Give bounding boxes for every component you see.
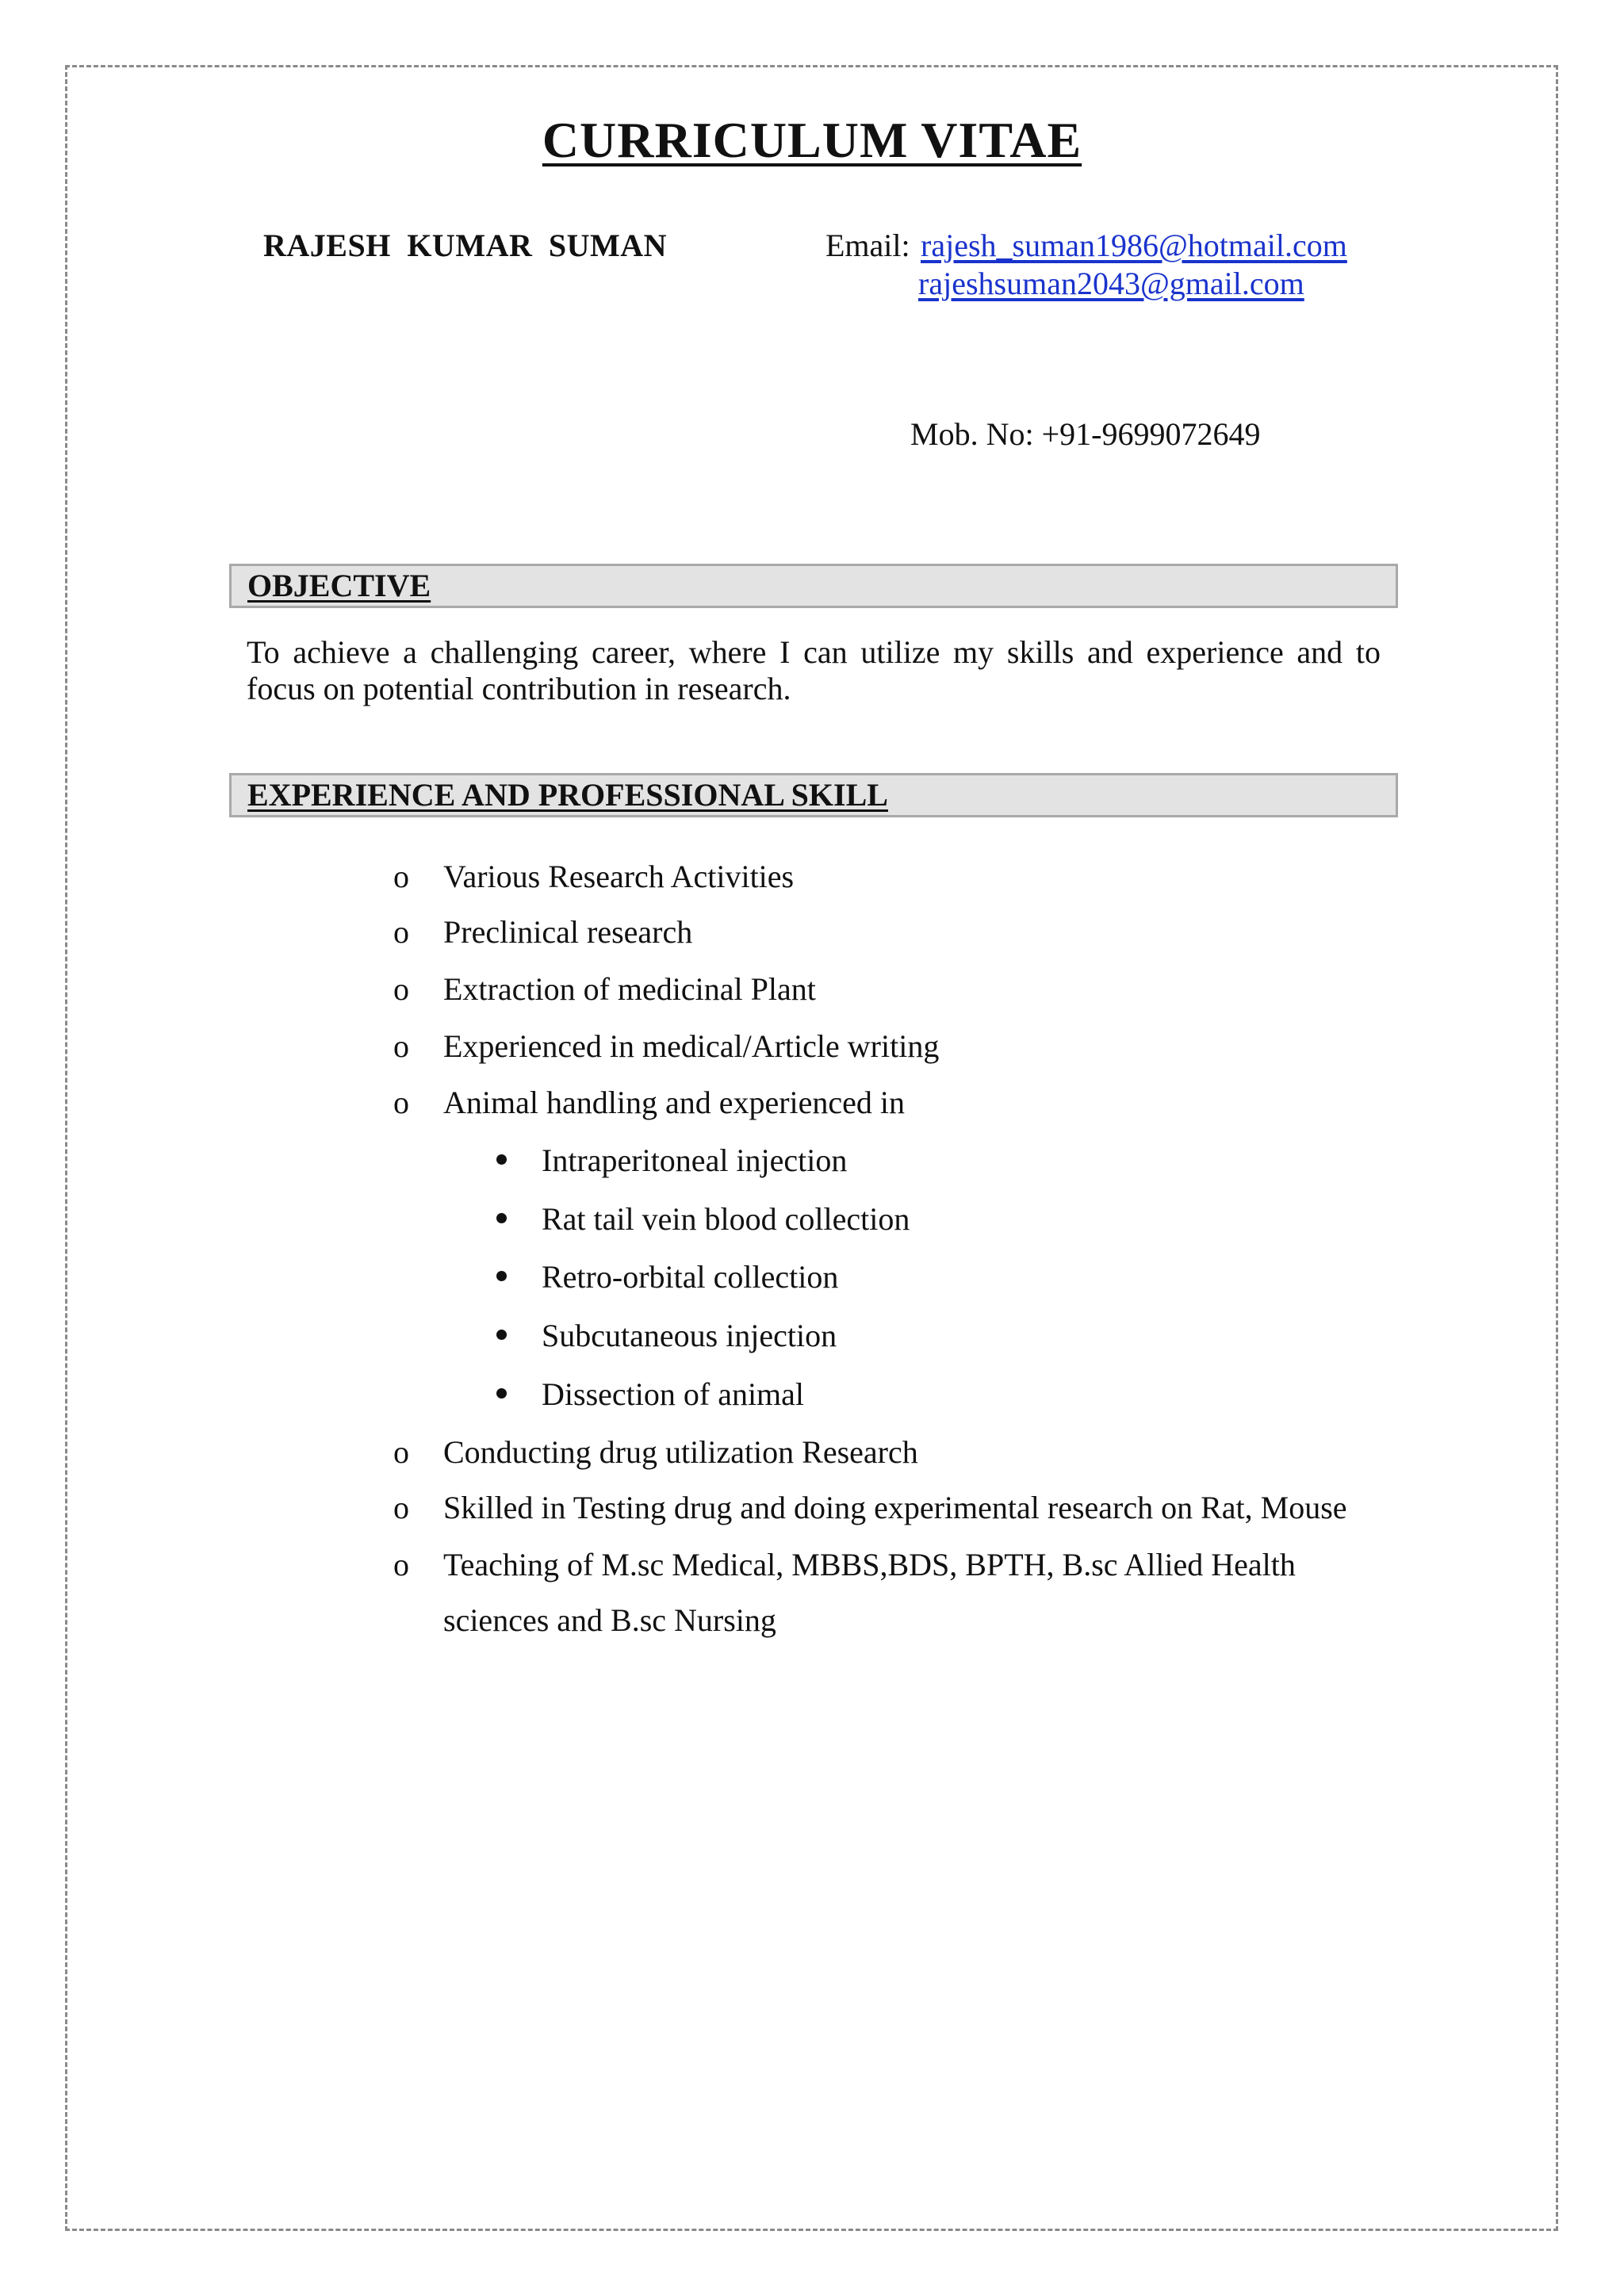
sub-list-item: Dissection of animal — [542, 1376, 805, 1412]
sub-list-item: Subcutaneous injection — [542, 1318, 837, 1353]
objective-text: To achieve a challenging career, where I can utilize my skills and experience and to focus on potential contribution in research. — [247, 634, 1381, 706]
list-item: Extraction of medicinal Plant — [443, 971, 816, 1007]
list-marker: o — [393, 971, 409, 1007]
list-item: Animal handling and experienced in — [443, 1085, 906, 1120]
objective-section-header — [229, 564, 1398, 608]
list-marker: o — [393, 914, 409, 950]
email-link-hotmail[interactable]: rajesh_suman1986@hotmail.com — [921, 228, 1347, 263]
list-marker: o — [393, 1028, 409, 1064]
list-marker: o — [393, 1547, 409, 1582]
page-border — [65, 65, 1558, 2231]
list-item: Experienced in medical/Article writing — [443, 1028, 940, 1064]
email-link-gmail[interactable]: rajeshsuman2043@gmail.com — [918, 266, 1304, 301]
list-item: Preclinical research — [443, 914, 693, 950]
experience-section-header — [229, 773, 1398, 817]
objective-heading: OBJECTIVE — [247, 568, 431, 603]
list-marker: o — [393, 1434, 409, 1470]
list-marker: o — [393, 1490, 409, 1525]
list-item: Teaching of M.sc Medical, MBBS,BDS, BPTH, B.sc Allied Health — [443, 1547, 1296, 1582]
list-item: Skilled in Testing drug and doing experimental research on Rat, Mouse — [443, 1490, 1347, 1525]
document-title: CURRICULUM VITAE — [542, 112, 1082, 168]
experience-heading: EXPERIENCE AND PROFESSIONAL SKILL — [247, 777, 888, 813]
candidate-name: RAJESH KUMAR SUMAN — [263, 228, 667, 263]
list-item-continuation: sciences and B.sc Nursing — [443, 1602, 776, 1638]
email-label: Email: — [825, 228, 910, 263]
mobile-number: Mob. No: +91-9699072649 — [910, 416, 1261, 452]
sub-list-item: Retro-orbital collection — [542, 1259, 839, 1295]
list-item: Conducting drug utilization Research — [443, 1434, 918, 1470]
list-marker: o — [393, 1085, 409, 1120]
list-item: Various Research Activities — [443, 859, 795, 894]
sub-list-item: Intraperitoneal injection — [542, 1142, 848, 1178]
sub-list-item: Rat tail vein blood collection — [542, 1201, 910, 1237]
list-marker: o — [393, 859, 409, 894]
